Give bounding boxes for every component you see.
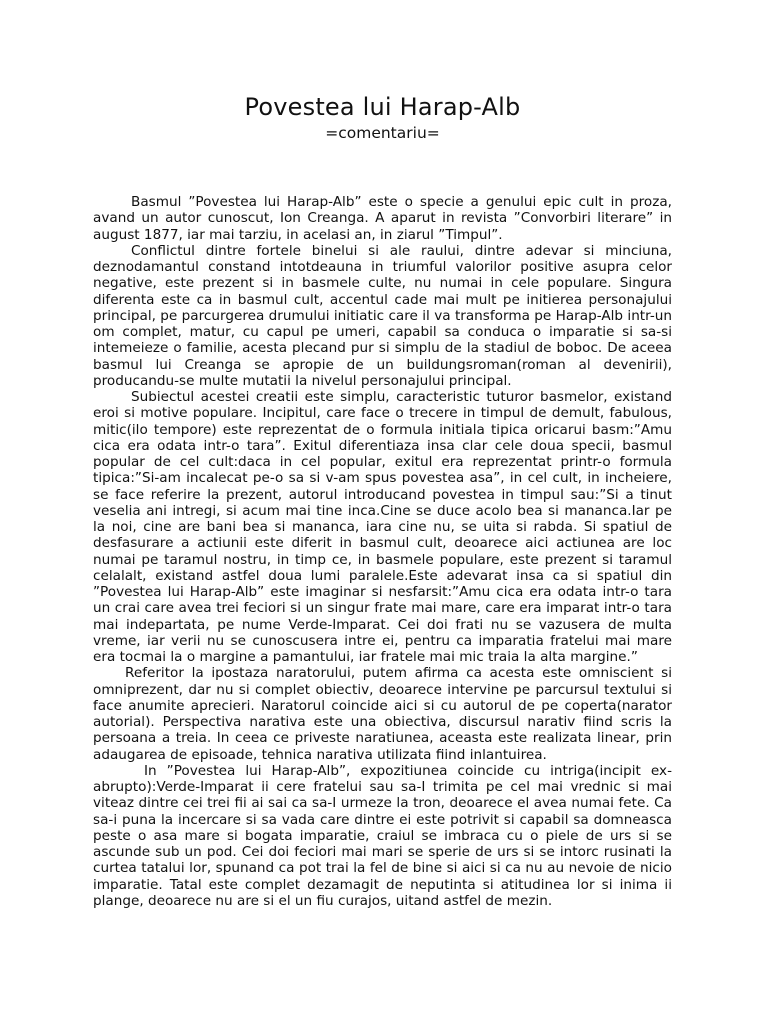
paragraph: Conflictul dintre fortele binelui si ale raului, dintre adevar si minciuna, deznodamantul constand intotdeauna in triumful valorilor positive asupra celor negative, este prezent si in basmele culte, nu numai in cele populare. Singura diferenta este ca in basmul cult, accentul cade mai mult pe initierea personajului principal, pe parcurgerea drumului initiatic care il va transforma pe Harap-Alb intr-un om complet, matur, cu capul pe umeri, capabil sa conduca o imparatie si sa-si intemeieze o familie, acesta plecand pur si simplu de la stadiul de boboc. De aceea basmul lui Creanga se apropie de un buildungsroman(roman al devenirii), producandu-se multe mutatii la nivelul personajului principal. xyxy=(93,242,672,389)
paragraph: Subiectul acestei creatii este simplu, caracteristic tuturor basmelor, existand eroi si motive populare. Incipitul, care face o trecere in timpul de demult, fabulous, mitic(ilo tempore) este reprezentat de o formula initiala tipica oricarui basm:”Amu cica era odata intr-o tara”. Exitul diferentiaza insa clar cele doua specii, basmul popular de cel cult:daca in cel popular, exitul era reprezentat printr-o formula tipica:”Si-am incalecat pe-o sa si v-am spus povestea asa”, in cel cult, in incheiere, se face referire la prezent, autorul introducand povestea in timpul sau:”Si a tinut veselia ani intregi, si acum mai tine inca.Cine se duce acolo bea si mananca.Iar pe la noi, cine are bani bea si mananca, iara cine nu, se uita si rabda. Si spatiul de desfasurare a actiunii este diferit in basmul cult, deoarece aici actiunea are loc numai pe taramul nostru, in timp ce, in basmele populare, este prezent si taramul celalalt, existand astfel doua lumi paralele.Este adevarat insa ca si spatiul din ”Povestea lui Harap-Alb” este imaginar si nesfarsit:”Amu cica era odata intr-o tara un crai care avea trei feciori si un singur frate mai mare, care era imparat intr-o tara mai indepartata, pe nume Verde-Imparat. Cei doi frati nu se vazusera de multa vreme, iar verii nu se cunoscusera intre ei, pentru ca imparatia fratelui mai mare era tocmai la o margine a pamantului, iar fratele mai mic traia la alta margine.” xyxy=(93,389,672,665)
paragraph: In ”Povestea lui Harap-Alb”, expozitiunea coincide cu intriga(incipit ex-abrupto):Verde-Imparat ii cere fratelui sau sa-I trimita pe cel mai vrednic si mai viteaz dintre cei trei fii ai sai ca sa-I urmeze la tron, deoarece el avea numai fete. Ca sa-i puna la incercare si sa vada care dintre ei este potrivit si capabil sa domneasca peste o asa mare si bogata imparatie, craiul se imbraca cu o piele de urs si se ascunde sub un pod. Cei doi feciori mai mari se sperie de urs si se intorc rusinati la curtea tatalui lor, spunand ca pot trai la fel de bine si aici si ca nu au nevoie de nicio imparatie. Tatal este complet dezamagit de neputinta si atitudinea lor si inima ii plange, deoarece nu are si el un fiu curajos, uitand astfel de mezin. xyxy=(93,762,672,909)
document-subtitle: =comentariu= xyxy=(325,124,440,142)
document-title: Povestea lui Harap-Alb xyxy=(244,93,521,121)
document-body xyxy=(93,194,672,909)
paragraph: Referitor la ipostaza naratorului, putem afirma ca acesta este omniscient si omniprezent, dar nu si complet obiectiv, deoarece intervine pe parcursul textului si face anumite aprecieri. Naratorul coincide aici si cu autorul de pe coperta(narator autorial). Perspectiva narativa este una obiectiva, discursul narativ fiind scris la persoana a treia. In ceea ce priveste naratiunea, aceasta este realizata linear, prin adaugarea de episoade, tehnica narativa utilizata fiind inlantuirea. xyxy=(93,665,672,763)
paragraph: Basmul ”Povestea lui Harap-Alb” este o specie a genului epic cult in proza, avand un autor cunoscut, Ion Creanga. A aparut in revista ”Convorbiri literare” in august 1877, iar mai tarziu, in acelasi an, in ziarul ”Timpul”. xyxy=(93,194,672,243)
